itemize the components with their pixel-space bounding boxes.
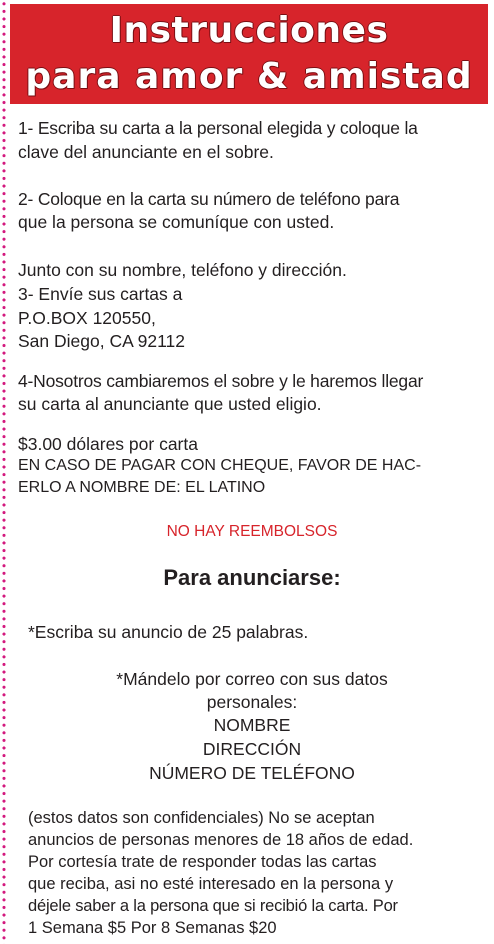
- price-line: $3.00 dólares por carta: [18, 434, 198, 454]
- field-phone: NÚMERO DE TELÉFONO: [149, 763, 355, 783]
- dotted-border: [1, 0, 7, 944]
- footer-line-3: Por cortesía trate de responder todas las cartas: [28, 853, 377, 871]
- footer-line-4: que reciba, asi no esté interesado en la persona y: [28, 875, 394, 893]
- title-banner: [10, 4, 488, 104]
- pricing-line: 1 Semana $5 Por 8 Semanas $20: [28, 919, 277, 937]
- step-2-line-1: 2- Coloque en la carta su número de teléfono para: [18, 189, 400, 209]
- banner-title-line-2: para amor & amistad: [25, 56, 473, 97]
- step-1-line-1: 1- Escriba su carta a la personal elegida y coloque la: [18, 118, 418, 138]
- footer-line-1: (estos datos son confidenciales) No se aceptan: [28, 809, 375, 827]
- advertise-item-1: *Escriba su anuncio de 25 palabras.: [28, 622, 309, 642]
- address-pobox: P.O.BOX 120550,: [18, 308, 156, 328]
- banner-title-line-1: Instrucciones: [109, 10, 389, 51]
- step-3-line-1: Junto con su nombre, teléfono y dirección.: [18, 260, 347, 280]
- check-payment-line-2: ERLO A NOMBRE DE: EL LATINO: [18, 479, 266, 496]
- advertise-heading: Para anunciarse:: [163, 565, 341, 590]
- check-payment-line-1: EN CASO DE PAGAR CON CHEQUE, FAVOR DE HAC-: [18, 457, 422, 474]
- step-4-line-1: 4-Nosotros cambiaremos el sobre y le haremos llegar: [18, 371, 424, 391]
- field-name: NOMBRE: [213, 715, 291, 735]
- step-4-line-2: su carta al anunciante que usted eligio.: [18, 394, 322, 414]
- advertise-item-2-line-2: personales:: [206, 692, 298, 712]
- step-3-line-2: 3- Envíe sus cartas a: [18, 284, 183, 304]
- step-1-line-2: clave del anunciante en el sobre.: [18, 142, 274, 162]
- address-city: San Diego, CA 92112: [18, 331, 186, 351]
- no-refunds-notice: NO HAY REEMBOLSOS: [166, 523, 338, 540]
- field-address: DIRECCIÓN: [202, 739, 302, 759]
- footer-line-5: déjele saber a la persona que si recibió la carta. Por: [28, 897, 398, 915]
- advertise-item-2-line-1: *Mándelo por correo con sus datos: [116, 669, 388, 689]
- footer-line-2: anuncios de personas menores de 18 años de edad.: [28, 831, 414, 849]
- step-2-line-2: que la persona se comuníque con usted.: [18, 212, 335, 232]
